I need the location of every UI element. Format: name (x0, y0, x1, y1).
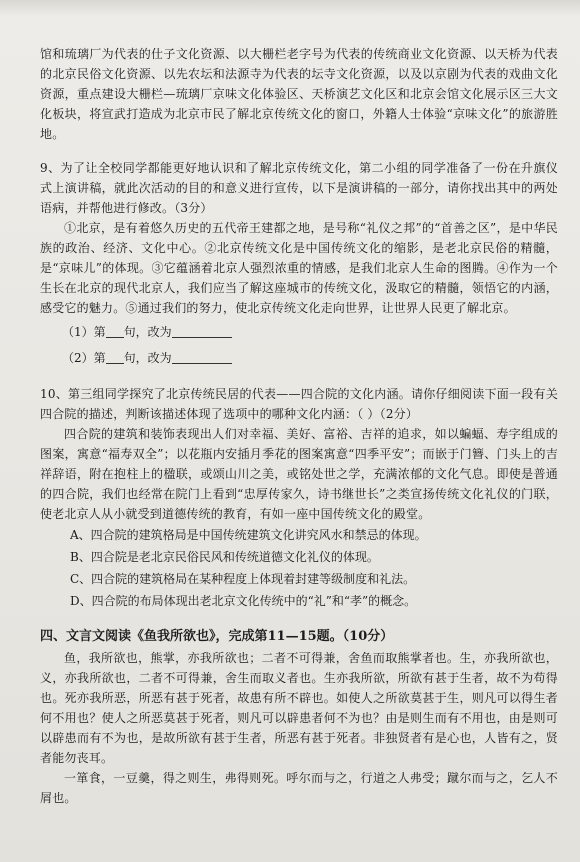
answer-2-sentence-blank[interactable] (106, 350, 124, 364)
answer-1-correction-blank[interactable] (172, 324, 232, 338)
intro-paragraph: 馆和琉璃厂为代表的仕子文化资源、以大栅栏老字号为代表的传统商业文化资源、以天桥为代表的北京民俗文化资源、以先农坛和法源寺为代表的坛寺文化资源，以及以京剧为代表的戏曲文化资源，重点建设大栅栏—琉璃厂京味文化体验区、天桥演艺文化区和北京会馆文化展示区三大文化板块，将宣武打造成为北京市民了解北京传统文化的窗口，外籍人士体验“京味文化”的旅游胜地。 (40, 47, 558, 141)
question-10-stem: 10、第三组同学探究了北京传统民居的代表——四合院的文化内涵。请你仔细阅读下面一段有关四合院的描述，判断该描述体现了选项中的哪种文化内涵：（ ）（2分） (40, 387, 558, 421)
answer-2-prefix: （2）第 (62, 351, 106, 365)
answer-2-mid: 句，改为 (123, 351, 172, 365)
classical-text-paragraph-1: 鱼，我所欲也，熊掌，亦我所欲也；二者不可得兼，舍鱼而取熊掌者也。生，亦我所欲也，义，亦我所欲也，二者不可得兼，舍生而取义者也。生亦我所欲，所欲有甚于生者，故不为苟得也。死亦我所恶，所恶有甚于死者，故患有所不辟也。如使人之所欲莫甚于生，则凡可以得生者何不用也？使人之所恶莫甚于死者，则凡可以辟患者何不为也？由是则生而有不用也，由是则可以辟患而有不为也，是故所欲有甚于生者，所恶有甚于死者。非独贤者有是心也，人皆有之，贤者能勿丧耳。 (40, 651, 558, 765)
page-top-shadow (0, 0, 580, 16)
question-9-answer-1 (62, 320, 558, 344)
answer-1-sentence-blank[interactable] (106, 324, 124, 338)
option-d[interactable]: D、四合院的布局体现出老北京文化传统中的“礼”和“孝”的概念。 (70, 594, 417, 608)
option-a[interactable]: A、四合院的建筑格局是中国传统建筑文化讲究风水和禁忌的体现。 (70, 528, 427, 542)
answer-2-correction-blank[interactable] (172, 350, 232, 364)
question-9-answer-2 (62, 346, 558, 370)
question-9-stem: 9、为了让全校同学都能更好地认识和了解北京传统文化，第二小组的同学准备了一份在升旗仪式上演讲稿，就此次活动的目的和意义进行宣传，以下是演讲稿的一部分，请你找出其中的两处语病，并帮他进行修改。（3分） (40, 161, 558, 215)
answer-1-prefix: （1）第 (62, 325, 106, 339)
option-c[interactable]: C、四合院的建筑格局在某种程度上体现着封建等级制度和礼法。 (70, 572, 416, 586)
section-4-title: 四、文言文阅读《鱼我所欲也》，完成第11—15题。（10分） (40, 629, 394, 644)
question-9-passage: ①北京，是有着悠久历史的五代帝王建都之地，是号称“礼仪之邦”的“首善之区”，是中华民族的政治、经济、文化中心。②北京传统文化是中国传统文化的缩影，是老北京民俗的精髓，是“京味儿”的体现。③它蕴涵着北京人强烈浓重的情感，是我们北京人生命的图腾。④作为一个生长在北京的现代北京人，我们应当了解这座城市的传统文化，汲取它的精髓，领悟它的内涵，感受它的魅力。⑤通过我们的努力，使北京传统文化走向世界，让世界人民更了解北京。 (40, 221, 558, 315)
answer-1-mid: 句，改为 (123, 325, 172, 339)
classical-text-paragraph-2: 一箪食，一豆羹，得之则生，弗得则死。呼尔而与之，行道之人弗受；蹴尔而与之，乞人不屑也。 (40, 771, 558, 805)
question-10-passage: 四合院的建筑和装饰表现出人们对幸福、美好、富裕、吉祥的追求，如以蝙蝠、寿字组成的图案，寓意“福寿双全”；以花瓶内安插月季花的图案寓意“四季平安”；而嵌于门簪、门头上的吉祥辞语，附在抱柱上的楹联，或颂山川之美，或铭处世之学，充满浓郁的文化气息。即使是普通的四合院，我们也经常在院门上看到“忠厚传家久，诗书继世长”之类宣扬传统文化礼仪的门联，使老北京人从小就受到道德传统的教育，有如一座中国传统文化的殿堂。 (40, 427, 558, 521)
option-b[interactable]: B、四合院是老北京民俗民风和传统道德文化礼仪的体现。 (70, 550, 379, 564)
